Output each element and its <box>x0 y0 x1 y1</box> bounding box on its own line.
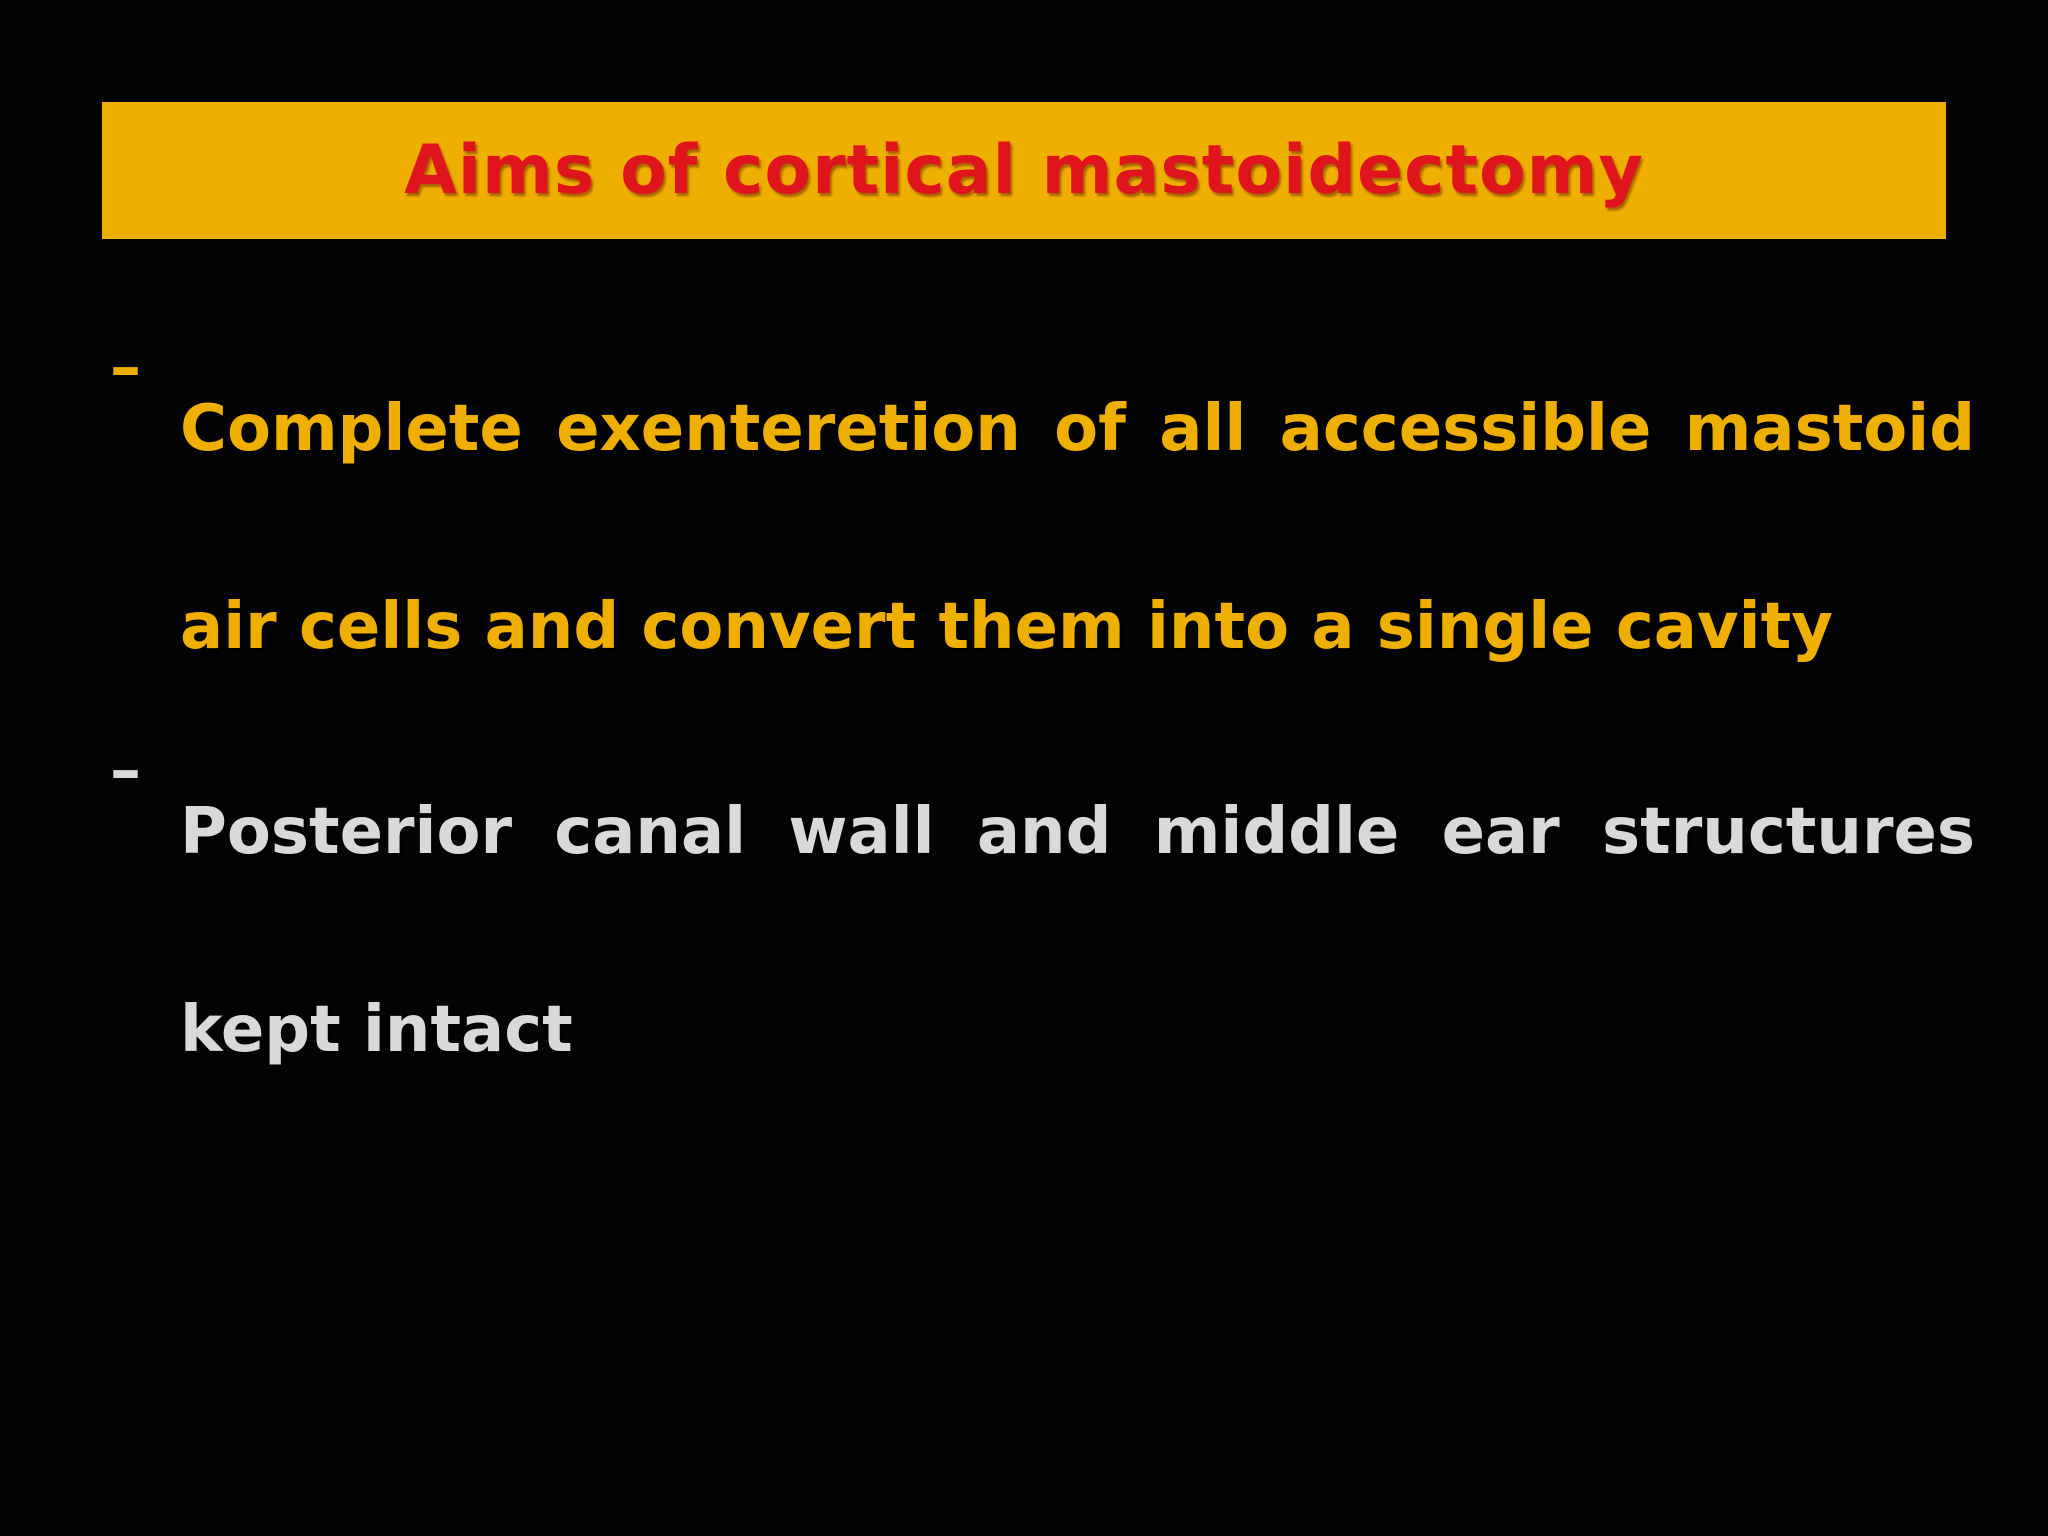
bullet-text: Complete exentereti​on of all accessible mastoid air cells and convert them into a single cavity <box>180 392 1975 664</box>
title-bar <box>102 102 1946 239</box>
bullet-item-1 <box>110 330 1975 726</box>
bullet-marker: – <box>110 330 141 403</box>
slide-title: Aims of cortical mastoidectomy <box>404 131 1644 210</box>
bullet-text: Posterior canal wall and middle ear structures kept intact <box>180 795 1975 1067</box>
bullet-item-2 <box>110 733 1975 1129</box>
bullet-marker: – <box>110 733 141 806</box>
